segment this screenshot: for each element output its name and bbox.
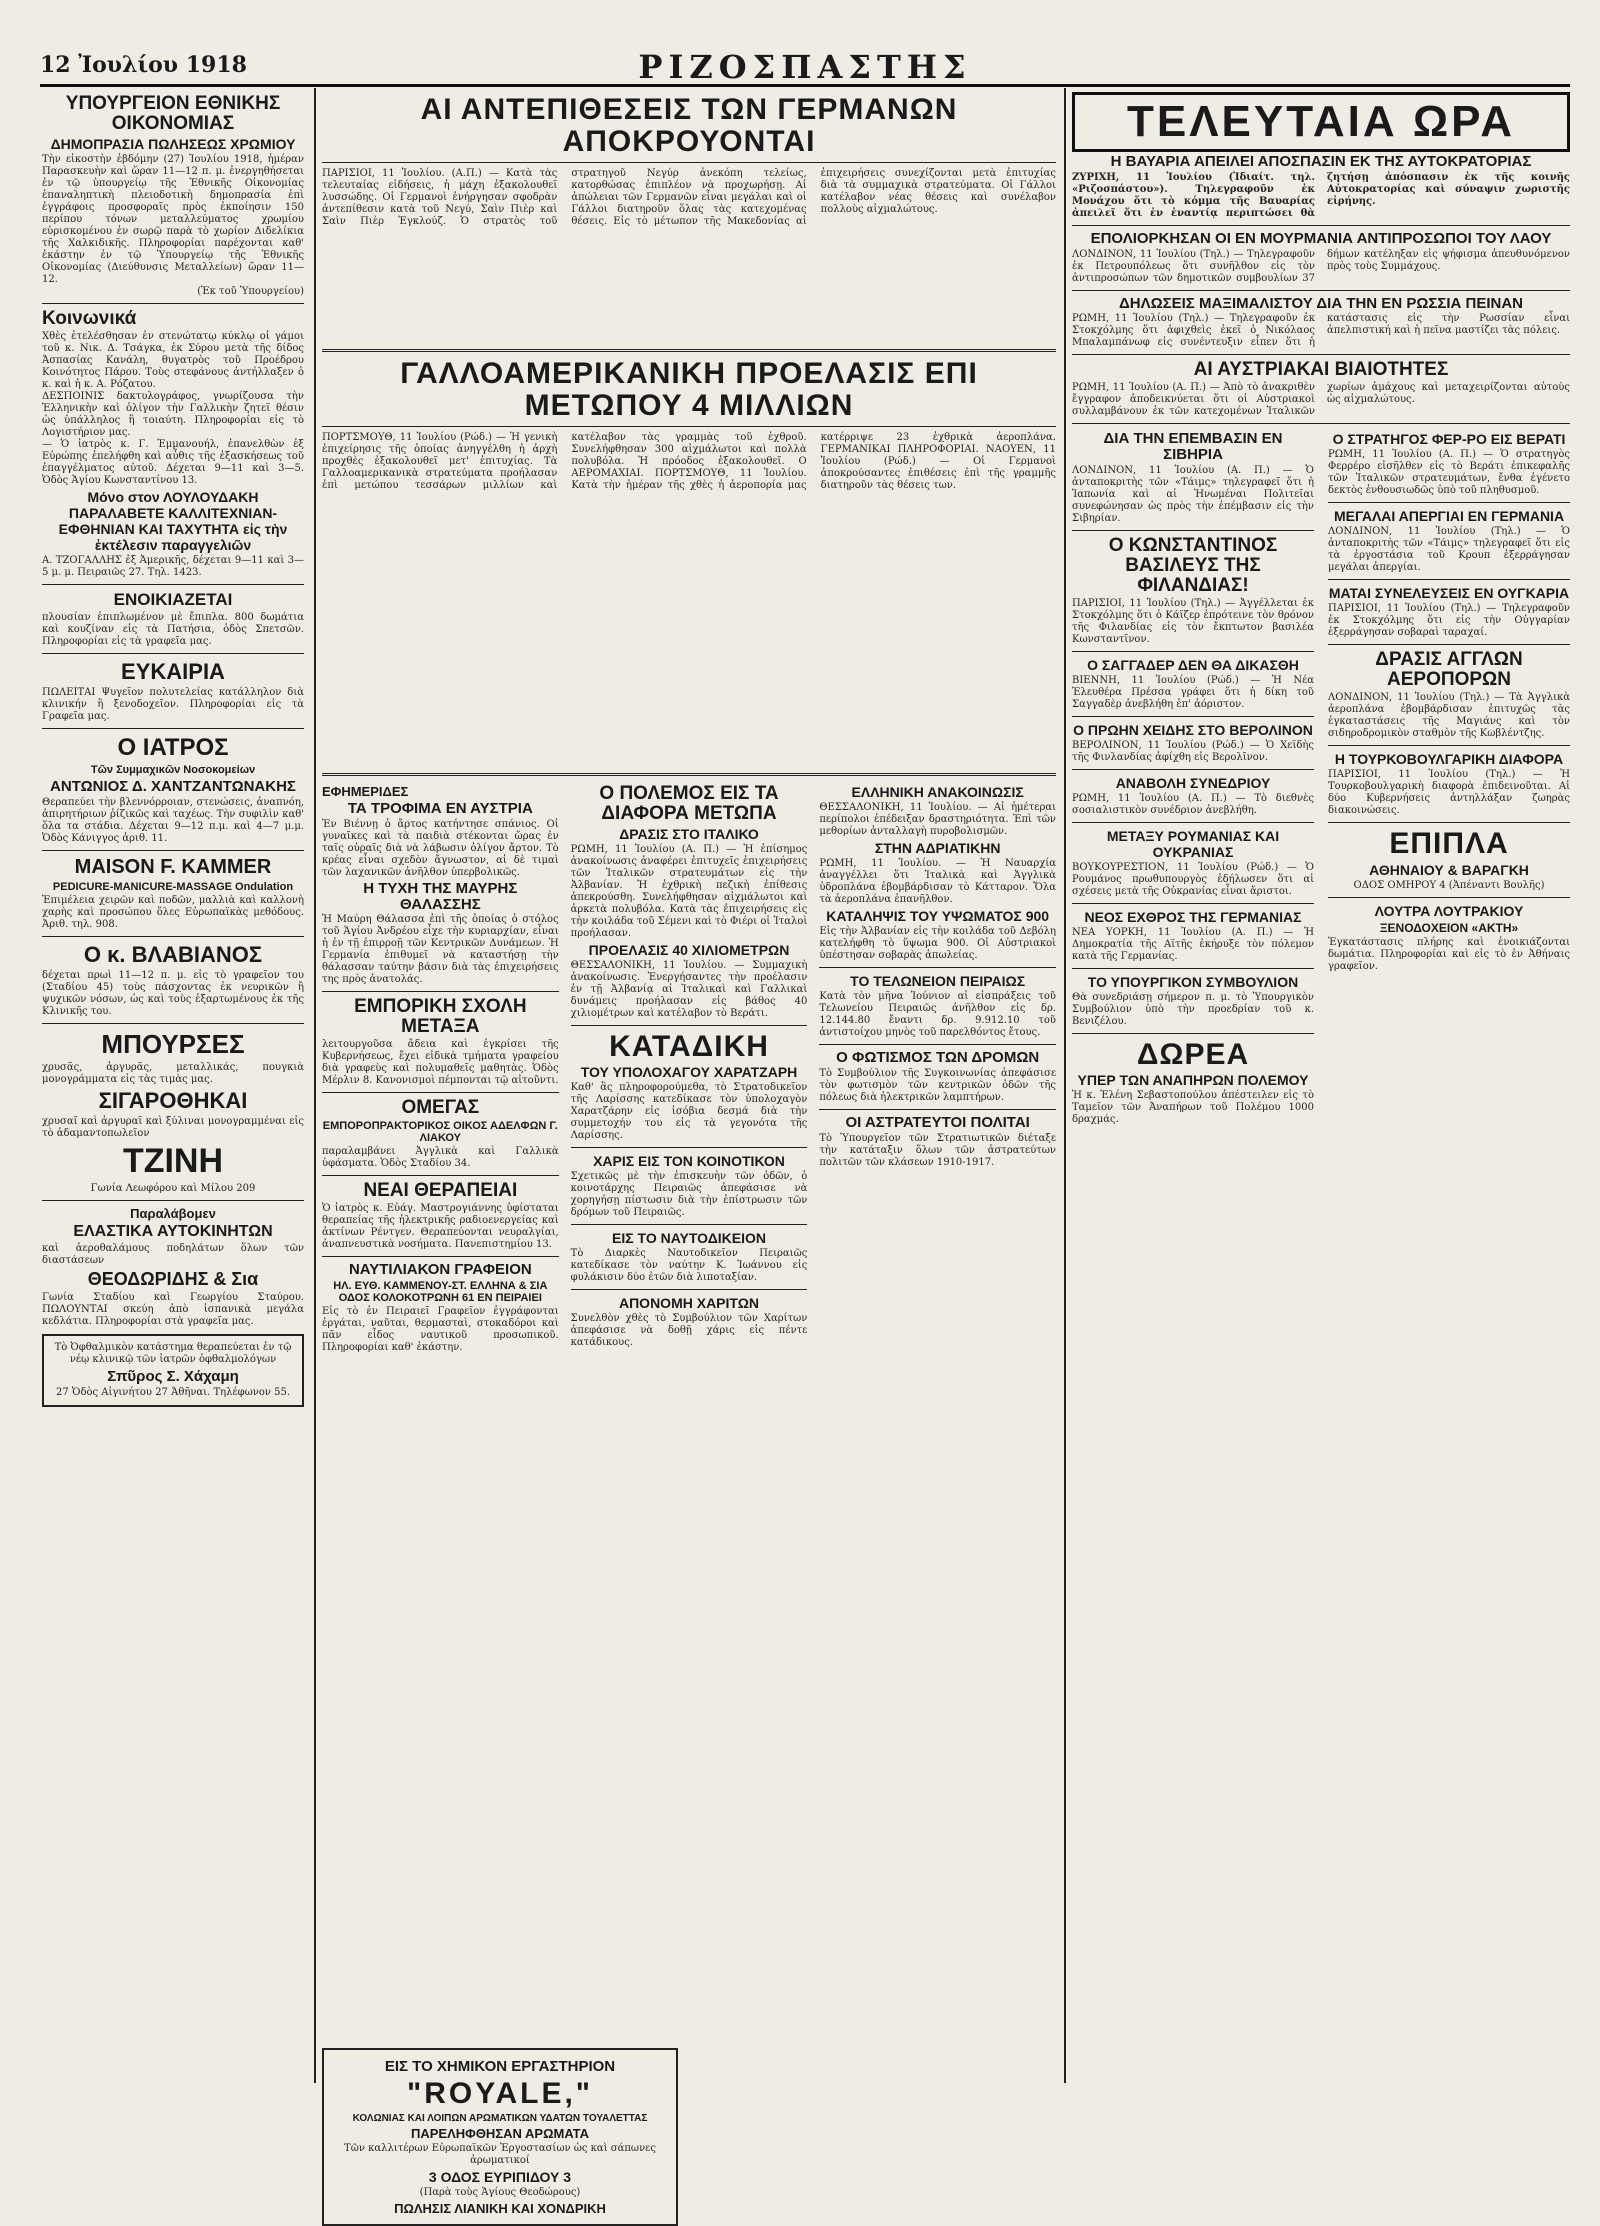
right-left-subcolumn bbox=[1072, 429, 1314, 1126]
thanks-text: Συνελθὸν χθὲς τὸ Συμβούλιον τῶν Χαρίτων ἀπεφάσισε νὰ δοθῇ χάρις εἰς πέντε κατάδικους. bbox=[570, 1313, 808, 1349]
baths-sub: ΞΕΝΟΔΟΧΕΙΟΝ «ΑΚΤΗ» bbox=[1379, 920, 1519, 935]
famine-heading: ΔΗΛΩΣΕΙΣ ΜΑΞΙΜΑΛΙΣΤΟΥ ΔΙΑ ΤΗΝ ΕΝ ΡΩΣΣΙΑ ΠΕΙΝΑΝ bbox=[1118, 294, 1524, 312]
donation-text: Ἡ κ. Ἑλένη Σεβαστοπούλου ἀπέστειλεν εἰς τὸ Ταμεῖον τῶν Ἀναπήρων τοῦ Πολέμου 1000 δραχμάς. bbox=[1072, 1090, 1314, 1126]
sea-text: ΡΩΜΗ, 11 Ἰουλίου. — Ἡ Ναυαρχία ἀναγγέλλει ὅτι Ἰταλικὰ καὶ Ἀγγλικὰ ὑδροπλάνα ἐβομβάρδισαν τὸ Κάτταρον. Ὅλα τὰ ἀεροπλάνα ἐπανῆλθον. bbox=[819, 858, 1057, 905]
optical-box bbox=[42, 1334, 304, 1407]
siberia-text: ΛΟΝΔΙΝΟΝ, 11 Ἰουλίου (Α. Π.) — Ὁ ἀνταποκριτὴς τῶν «Τάιμς» τηλεγραφεῖ ὅτι ἡ Ἰαπωνία καὶ αἱ Ἡνωμέναι Πολιτεῖαι συνεφώνησαν ὡς πρὸς τὴν ἐπέμβασιν εἰς τὴν Σιβηρίαν. bbox=[1072, 464, 1314, 524]
article-franco-american-advance: ΠΟΡΤΣΜΟΥΘ, 11 Ἰουλίου (Ρώδ.) — Ἡ γενικὴ ἐπιχείρησις τῆς ὁποίας ἀνηγγέλθη ἡ ἀρχὴ προχθὲς ἐξακολουθεῖ μετ' ἐπιτυχίας. Τὰ Γαλλοαμερικανικὰ στρατεύματα προήλασαν ἐπὶ μετώπου τεσσάρων μιλλίων καὶ κατέλαβον τὰς γραμμὰς τοῦ ἐχθροῦ. Συνελήφθησαν 300 αἰχμάλωτοι καὶ πολλὰ πολυβόλα. Ἡ πρόοδος ἐξακολουθεῖ. Ο ΑΕΡΟΜΑΧΙΑΙ. ΠΟΡΤΣΜΟΥΘ, 11 Ἰουλίου. Κατὰ τὴν ἡμέραν τῆς χθὲς ἡ ἀεροπορία μας κατέρριψε 23 ἐχθρικὰ ἀεροπλάνα. ΓΕΡΜΑΝΙΚΑΙ ΠΛΗΡΟΦΟΡΙΑΙ. ΝΑΟΥΕΝ, 11 Ἰουλίου (Ρώδ.) — Οἱ Γερμανοὶ ἀποκρούσαντες ἐπιθέσεις ἐπὶ τῆς γραμμῆς διατηροῦν τὰς θέσεις των. bbox=[322, 432, 1056, 491]
greek-sub: ΕΛΛΗΝΙΚΗ ΑΝΑΚΟΙΝΩΣΙΣ bbox=[851, 784, 1024, 800]
air-text: ΛΟΝΔΙΝΟΝ, 11 Ἰουλίου (Τηλ.) — Τὰ Ἀγγλικὰ ἀεροπλάνα ἐβομβάρδισαν ἐπιτυχῶς τὰς ἐγκαταστάσεις τῆς Μαγιάνς καὶ τὸν σιδηροδρομικὸν σταθμὸν τῆς Κωβλέντζης. bbox=[1328, 692, 1570, 740]
constantine-text: ΠΑΡΙΣΙΟΙ, 11 Ἰουλίου (Τηλ.) — Ἀγγέλλεται ἐκ Στοκχόλμης ὅτι ὁ Κάϊζερ ἐπρότεινε τὸν θρόνον τῆς Φιλανδίας εἰς τὸν ἔκπτωτον βασιλέα Κωνσταντῖνον. bbox=[1072, 597, 1314, 645]
newenemy-text: ΝΕΑ ΥΟΡΚΗ, 11 Ἰουλίου (Α. Π.) — Ἡ Δημοκρατία τῆς Αϊτῆς ἐκήρυξε τὸν πόλεμον κατὰ τῆς Γερμανίας. bbox=[1072, 926, 1314, 962]
murmansk-heading: ΕΠΟΛΙΟΡΚΗΣΑΝ ΟΙ ΕΝ ΜΟΥΡΜΑΝΙΑ ΑΝΤΙΠΡΟΣΩΠΟΙ ΤΟΥ ΛΑΟΥ bbox=[1090, 229, 1552, 247]
turkbul-text: ΠΑΡΙΣΙΟΙ, 11 Ἰουλίου (Τηλ.) — Ἡ Τουρκοβουλγαρικὴ διαφορὰ ἐπιδεινοῦται. Αἱ δύο Κυβερνήσεις ἀντηλλάξαν ζωηρὰς διακοινώσεις. bbox=[1328, 769, 1570, 817]
omegas-sub: ΕΜΠΟΡΟΠΡΑΚΤΟΡΙΚΟΣ ΟΙΚΟΣ ΑΔΕΛΦΩΝ Γ. ΛΙΑΚΟΥ bbox=[322, 1120, 558, 1145]
chem-line: ΠΑΡΕΛΗΦΘΗΣΑΝ ΑΡΩΜΑΤΑ bbox=[410, 2126, 590, 2141]
last-hour-banner bbox=[1072, 92, 1570, 152]
cigar-text: χρυσαῖ καὶ ἀργυραῖ καὶ ξύλιναι μονογραμμέναι εἰς τὸ ἀδαμαντοπωλεῖον bbox=[42, 1115, 304, 1139]
theo-heading: ΘΕΟΔΩΡΙΔΗΣ & Σια bbox=[87, 1268, 259, 1289]
baths-text: Ἐγκατάστασις πλήρης καὶ ἐνοικιάζονται δωμάτια. Πληροφορίαι καὶ εἰς τὸ ἐν Ἀθήναις γραφεῖον. bbox=[1328, 936, 1570, 972]
chem-sale: ΠΩΛΗΣΙΣ ΛΙΑΝΙΚΗ ΚΑΙ ΧΟΝΔΡΙΚΗ bbox=[394, 2201, 606, 2216]
tzini-text: Γωνία Λεωφόρου καὶ Μίλου 209 bbox=[90, 1182, 256, 1194]
ephemerides-label: ΕΦΗΜΕΡΙΔΕΣ bbox=[322, 784, 409, 799]
right-two-columns bbox=[1072, 429, 1570, 1126]
bourses-text: χρυσᾶς, ἀργυρᾶς, μεταλλικάς, πουγκιὰ μονογράμματα εἰς τὰς τιμὰς μας. bbox=[42, 1061, 304, 1085]
right-section bbox=[1072, 92, 1570, 2082]
school-text: λειτουργοῦσα ἄδεια καὶ ἐγκρίσει τῆς Κυβερνήσεως, ἔχει εἰδικὰ τμήματα γραφείου διὰ γραφεὺς καὶ πολυμαθεῖς μαθητὰς. Ὁδὸς Μέρλιν 8. Κανονισμοὶ πέμπονται τῷ αἰτοῦντι. bbox=[322, 1039, 559, 1087]
social-text: Χθὲς ἐτελέσθησαν ἐν στενώτατῳ κύκλῳ οἱ γάμοι τοῦ κ. Νικ. Δ. Τσάγκα, ἐκ Σύρου μετὰ τῆς δίδος Ἀσπασίας Κανάλη, θυγατρὸς τοῦ Προέδρου Κοινότητος Πάρου. Τοὺς στεφάνους ἀντήλλαξεν ὁ κ. καὶ ἡ κ. Α. Ρόζατου. bbox=[42, 330, 304, 390]
doctor-text: Θεραπεύει τὴν βλεννόρροιαν, στενώσεις, ἀναπνόη, ἀπιρητήριων ῥίζικῶς καὶ ταχέως. Τὴν συφιλὶν καθ' ὅλα τα στάδια. Δέχεται 9—12 π.μ. καὶ 4—7 μ.μ. Ὁδὸς Κάνιγγος ἀριθ. 11. bbox=[42, 796, 304, 844]
austria-heading: ΑΙ ΑΥΣΤΡΙΑΚΑΙ ΒΙΑΙΟΤΗΤΕΣ bbox=[1193, 359, 1449, 381]
siberia-heading: ΔΙΑ ΤΗΝ ΕΠΕΜΒΑΣΙΝ ΕΝ ΣΙΒΗΡΙΑ bbox=[1103, 430, 1283, 464]
last-hour-heading: ΤΕΛΕΥΤΑΙΑ ΩΡΑ bbox=[1126, 97, 1515, 146]
column-rule bbox=[314, 88, 316, 2083]
constantine-heading: Ο ΚΩΝΣΤΑΝΤΙΝΟΣ ΒΑΣΙΛΕΥΣ ΤΗΣ ΦΙΛΑΝΔΙΑΣ! bbox=[1108, 534, 1278, 596]
war-text-advance: ΘΕΣΣΑΛΟΝΙΚΗ, 11 Ἰουλίου. — Συμμαχικὴ ἀνακοίνωσις. Ἐνεργήσαντες τὴν προέλασιν ἐν τῇ Ἀλβανίᾳ αἱ Ἰταλικαὶ καὶ Γαλλικαὶ δυνάμεις προήλασαν εἰς βάθος 40 χιλιομέτρων καὶ κατέλαβον τὸ Βεράτι. bbox=[570, 959, 808, 1019]
berat-text: ΡΩΜΗ, 11 Ἰουλίου (Α. Π.) — Ὁ στρατηγὸς Φερρέρο εἰσῆλθεν εἰς τὸ Βεράτι ἐπικεφαλῆς τῶν Ἰταλικῶν στρατευμάτων, ἔνθα ἐγένετο δεκτὸς ἐνθουσιωδῶς ὑπὸ τοῦ πληθυσμοῦ. bbox=[1328, 449, 1570, 497]
bavaria-text: ΖΥΡΙΧΗ, 11 Ἰουλίου (Ἰδιαίτ. τηλ. «Ριζοσπάστου»). Τηλεγραφοῦν ἐκ Μονάχου ὅτι τὸ κόμμα τῆς Βαυαρίας ἀπειλεῖ ὅτι ἐν ἐναντίᾳ περιπτώσει θὰ ζητήσῃ ἀπόσπασιν ἐκ τῆς κοινῆς Αὐτοκρατορίας καὶ σύναψιν χωριστῆς εἰρήνης. bbox=[1072, 171, 1570, 219]
lights-text: Τὸ Συμβούλιον τῆς Συγκοινωνίας ἀπεφάσισε τὸν φωτισμὸν τῶν κεντρικῶν ὁδῶν τῆς πόλεως διὰ ἠλεκτρικῶν λαμπτήρων. bbox=[819, 1067, 1057, 1103]
cigar-heading: ΣΙΓΑΡΟΘΗΚΑΙ bbox=[98, 1087, 248, 1113]
opportunity-heading: ΕΥΚΑΙΡΙΑ bbox=[121, 658, 225, 684]
kammer-heading: MAISON F. KAMMER bbox=[74, 855, 272, 878]
doctor-sub: Τῶν Συμμαχικῶν Νοσοκομείων bbox=[90, 763, 256, 776]
doctor-name: ΑΝΤΩΝΙΟΣ Δ. ΧΑΝΤΖΑΝΤΩΝΑΚΗΣ bbox=[50, 777, 296, 795]
baths-heading: ΛΟΥΤΡΑ ΛΟΥΤΡΑΚΙΟΥ bbox=[1374, 902, 1524, 919]
council-text: Θὰ συνεδριάσῃ σήμερον π. μ. τὸ Ὑπουργικὸν Συμβούλιον ὑπὸ τὴν προεδρίαν τοῦ κ. Βενιζέλου. bbox=[1072, 991, 1314, 1027]
civilians-heading: ΟΙ ΑΣΤΡΑΤΕΥΤΟΙ ΠΟΛΙΤΑΙ bbox=[845, 1113, 1030, 1131]
war-sub-advance: ΠΡΟΕΛΑΣΙΣ 40 ΧΙΛΙΟΜΕΤΡΩΝ bbox=[588, 941, 790, 958]
tires-pre: Παραλάβομεν bbox=[130, 1205, 216, 1221]
postpone-text: ΡΩΜΗ, 11 Ἰουλίου (Α. Π.) — Τὸ διεθνὲς σοσιαλιστικὸν συνέδριον ἀνεβλήθη. bbox=[1072, 792, 1314, 816]
headline-franco-american-advance: ΓΑΛΛΟΑΜΕΡΙΚΑΝΙΚΗ ΠΡΟΕΛΑΣΙΣ ΕΠΙ ΜΕΤΩΠΟΥ 4 ΜΙΛΛΙΩΝ bbox=[400, 357, 978, 422]
catch-text: Εἰς τὴν Ἀλβανίαν εἰς τὴν κοιλάδα τοῦ Δεβόλη κατελήφθη τὸ ὕψωμα 900. Οἱ Αὐστριακοὶ ὑπέστησαν σοβαρὰς ἀπωλείας. bbox=[819, 926, 1057, 961]
bourses-heading: ΜΠΟΥΡΣΕΣ bbox=[101, 1028, 245, 1059]
rent-heading: ΕΝΟΙΚΙΑΖΕΤΑΙ bbox=[113, 589, 233, 609]
sea-fate-text: Ἡ Μαύρη Θάλασσα ἐπὶ τῆς ὁποίας ὁ στόλος τοῦ Ἁγίου Ἀνδρέου εἶχε τὴν κυριαρχίαν, εἶναι ἡ ἐν τῇ ἐπιρροῇ τῶν Κεντρικῶν Δυνάμεων. Ἡ Γερμανία ἐπιθυμεῖ νὰ καταστήσῃ τὴν θάλασσαν ταύτην βάσιν διὰ τὰς ἐπιχειρήσεις της πρὸς ἀνατολάς. bbox=[322, 914, 559, 986]
kata-text: Καθ' ἃς πληροφορούμεθα, τὸ Στρατοδικεῖον τῆς Λαρίσσης κατεδίκασε τὸν ὑπολοχαγὸν Χαρατζάρην εἰς ἰσόβια δεσμά διὰ τὴν συμμετοχήν του εἰς τὰ γεγονότα τῆς Λαρίσσης. bbox=[570, 1082, 808, 1142]
auction-heading: ΔΗΜΟΠΡΑΣΙΑ ΠΩΛΗΣΕΩΣ ΧΡΩΜΙΟΥ bbox=[50, 135, 296, 152]
tires-text: καὶ ἀεροθαλάμους ποδηλάτων ὅλων τῶν διαστάσεων bbox=[42, 1242, 304, 1266]
center-right-subcolumn bbox=[819, 782, 1056, 2042]
chem-addr: 3 ΟΔΟΣ ΕΥΡΙΠΙΔΟΥ 3 bbox=[428, 2169, 572, 2185]
therapies-heading: ΝΕΑΙ ΘΕΡΑΠΕΙΑΙ bbox=[363, 1180, 518, 1202]
greek-text: ΘΕΣΣΑΛΟΝΙΚΗ, 11 Ἰουλίου. — Αἱ ἡμέτεραι περίπολοι ἐπέδειξαν δραστηριότητα. Ἐπὶ τῶν μεθορίων ἀνταλλαγὴ πυροβολισμῶν. bbox=[819, 802, 1057, 837]
food-text: Ἐν Βιέννῃ ὁ ἄρτος κατήντησε σπάνιος. Οἱ γυναῖκες καὶ τὰ παιδιὰ στέκονται ὥρας ἐν ταῖς οὐραῖς διὰ νὰ λάβωσιν ὀλίγον ἄρτον. Τὸ κρέας εἶναι σχεδὸν ἄγνωστον, αἱ δὲ τιμαὶ τῶν λαχανικῶν ἀνῆλθον ὑπερβολικῶς. bbox=[322, 818, 559, 878]
furniture-heading: ΕΠΙΠΛΑ bbox=[1389, 827, 1509, 861]
social-heading: Κοινωνικά bbox=[42, 307, 137, 329]
chemical-lab-ad bbox=[322, 2048, 678, 2226]
romania-text: ΒΟΥΚΟΥΡΕΣΤΙΟΝ, 11 Ἰουλίου (Ρώδ.) — Ὁ Ρουμάνος πρωθυπουργὸς ἐδήλωσεν ὅτι αἱ σχέσεις μετὰ τῆς Οὐκρανίας εἶναι ἄριστοι. bbox=[1072, 861, 1314, 897]
omegas-heading: ΟΜΕΓΑΣ bbox=[401, 1097, 480, 1119]
food-heading: ΤΑ ΤΡΟΦΙΜΑ ΕΝ ΑΥΣΤΡΙΑ bbox=[347, 800, 533, 817]
tzini-heading: ΤΖΙΝΗ bbox=[122, 1141, 224, 1180]
romania-heading: ΜΕΤΑΞΥ ΡΟΥΜΑΝΙΑΣ ΚΑΙ ΟΥΚΡΑΝΙΑΣ bbox=[1106, 827, 1280, 860]
thanks-heading: ΑΠΟΝΟΜΗ ΧΑΡΙΤΩΝ bbox=[618, 1295, 760, 1312]
catch-sub: ΚΑΤΑΛΗΨΙΣ ΤΟΥ ΥΨΩΜΑΤΟΣ 900 bbox=[826, 908, 1050, 924]
customs-heading: ΤΟ ΤΕΛΩΝΕΙΟΝ ΠΕΙΡΑΙΩΣ bbox=[850, 973, 1026, 989]
sea-sub: ΣΤΗΝ ΑΔΡΙΑΤΙΚΗΝ bbox=[874, 840, 1001, 856]
strikes-heading: ΜΕΓΑΛΑΙ ΑΠΕΡΓΙΑΙ ΕΝ ΓΕΡΜΑΝΙΑ bbox=[1333, 508, 1565, 525]
postpone-heading: ΑΝΑΒΟΛΗ ΣΥΝΕΔΡΙΟΥ bbox=[1115, 774, 1271, 791]
office-sub: ΗΛ. ΕΥΘ. ΚΑΜΜΕΝΟΥ-ΣΤ. ΕΛΛΗΝΑ & ΣΙΑ ΟΔΟΣ ΚΟΛΟΚΟΤΡΩΝΗ 61 ΕΝ ΠΕΙΡΑΙΕΙ bbox=[333, 1279, 548, 1304]
auction-sign: (Ἐκ τοῦ Ὑπουργείου) bbox=[197, 285, 304, 297]
left-column bbox=[42, 92, 304, 2082]
air-heading: ΔΡΑΣΙΣ ΑΓΓΛΩΝ ΑΕΡΟΠΟΡΩΝ bbox=[1375, 649, 1523, 691]
doctor-heading: Ο ΙΑΤΡΟΣ bbox=[117, 733, 229, 761]
kseibs-heading: Ο ΠΡΩΗΝ ΧΕΙΔΗΣ ΣΤΟ ΒΕΡΟΛΙΝΟΝ bbox=[1073, 721, 1313, 738]
social-text-2: ΔΕΣΠΟΙΝΙΣ δακτυλογράφος, γνωρίζουσα τὴν Ἑλληνικὴν καὶ ὀλίγον τὴν Γαλλικὴν ζητεῖ θέσιν ὡς ὑπάλληλος ἢ τοιαύτη. Πληροφορίαι εἰς τὸ Λογιστήριον μας. bbox=[42, 390, 304, 438]
murmansk-text: ΛΟΝΔΙΝΟΝ, 11 Ἰουλίου (Τηλ.) — Τηλεγραφοῦν ἐκ Πετρουπόλεως ὅτι συνῆλθον εἰς τὸν ἀντιπροσώπων τῶν δημοτικῶν συμβουλίων 37 δήμων κατέληξαν εἰς ψήφισμα ἀπευθυνόμενον πρὸς τοὺς Συμμάχους. bbox=[1072, 248, 1570, 284]
customs-text: Κατὰ τὸν μῆνα Ἰούνιον αἱ εἰσπράξεις τοῦ Τελωνείου Πειραιῶς ἀνῆλθον εἰς δρ. 12.144.80 ἔναντι δρ. 9.912.10 τοῦ ἀντιστοίχου μηνὸς τοῦ παρελθόντος ἔτους. bbox=[819, 991, 1057, 1038]
center-mid-subcolumn bbox=[571, 782, 808, 2042]
war-text-italy: ΡΩΜΗ, 11 Ἰουλίου (Α. Π.) — Ἡ ἐπίσημος ἀνακοίνωσις ἀναφέρει ἐπιτυχεῖς ἐπιχειρήσεις τῶν Ἰταλικῶν στρατευμάτων εἰς τὴν Ἀλβανίαν. Ἡ ἐχθρικὴ πεζικὴ ἐπίθεσις ἀπεκρούσθη. Συνελήφθησαν αἰχμάλωτοι καὶ ἀρκετὰ πολυβόλα. Κατὰ τὰς ἐπιχειρήσεις εἰς τὴν κοιλάδα τοῦ Σέμενι καὶ τὸ Φιέρι οἱ Ἰταλοὶ προήλασαν. bbox=[570, 843, 808, 939]
troubles-text: ΠΑΡΙΣΙΟΙ, 11 Ἰουλίου (Τηλ.) — Τηλεγραφοῦν ἐκ Στοκχόλμης ὅτι εἰς τὴν Οὐγγαρίαν ἐξερράγησαν σοβαραὶ ταραχαί. bbox=[1328, 603, 1570, 639]
auction-text: Τὴν εἰκοστὴν ἑβδόμην (27) Ἰουλίου 1918, ἡμέραν Παρασκευὴν καὶ ὥραν 11—12 π. μ. ἐνεργηθήσεται ἐν τῷ ὑπουργείῳ τῆς Ἐθνικῆς Οἰκονομίας ἐπαναληπτικὴ πλειοδοτικὴ δημοπρασία ἐπὶ ἐγγράφοις προσφοραῖς πρὸς ἐκποίησιν 150 περίπου τόνων μεταλλεύματος χρωμίου εὑρισκομένου ἐν σωρῷ παρὰ τὸ χωρίον Διδελίκια τῆς Χαλκιδικῆς. Πληροφορίαι παρέχονται καθ' ἑκάστην ἐν τῷ Ὑπουργείῳ τῆς Ἐθνικῆς Οἰκονομίας (Διεύθυνσις Μεταλλείων) ὥραν 11—12. bbox=[42, 153, 304, 285]
kseibs-text: ΒΕΡΟΛΙΝΟΝ, 11 Ἰουλίου (Ρώδ.) — Ὁ Χεϊδὴς τῆς Φινλανδίας ἀφίχθη εἰς Βερολῖνον. bbox=[1072, 739, 1314, 763]
donation-sub: ΥΠΕΡ ΤΩΝ ΑΝΑΠΗΡΩΝ ΠΟΛΕΜΟΥ bbox=[1077, 1072, 1309, 1089]
tailor-ad: Α. ΤΖΟΓΑΛΛΗΣ ἐξ Ἀμερικῆς, δέχεται 9—11 καὶ 3—5 μ. μ. Πειραιῶς 27. Τηλ. 1423. bbox=[42, 554, 304, 578]
troubles-heading: ΜΑΤΑΙ ΣΥΝΕΛΕΥΣΕΙΣ ΕΝ ΟΥΓΚΑΡΙΑ bbox=[1328, 585, 1570, 602]
war-heading: Ο ΠΟΛΕΜΟΣ ΕΙΣ ΤΑ ΔΙΑΦΟΡΑ ΜΕΤΩΠΑ bbox=[599, 783, 779, 824]
kammer-sub: PEDICURE-MANICURE-MASSAGE Ondulation bbox=[52, 880, 294, 893]
chem-brand: "ROYALE," bbox=[406, 2077, 594, 2110]
koinotita-text: Σχετικῶς μὲ τὴν ἐπισκευὴν τῶν ὁδῶν, ὁ κοινοτάρχης Πειραιῶς ἀπεφάσισε νὰ χορηγήσῃ πίστωσιν διὰ τὴν ἐπίστρωσιν τῶν δρόμων τοῦ Πειραιῶς. bbox=[570, 1171, 808, 1219]
famine-text: ΡΩΜΗ, 11 Ἰουλίου (Τηλ.) — Τηλεγραφοῦν ἐκ Στοκχόλμης ὅτι ἀφιχθεὶς ἐκεῖ ὁ Νικόλαος Μπαλαμπάνωφ εἰς συνέντευξιν εἶπεν ὅτι ἡ κατάστασις εἰς τὴν Ρωσσίαν εἶναι ἀπελπιστική καὶ ἡ πεῖνα μαστίζει τὰς πόλεις. bbox=[1072, 313, 1570, 349]
article-german-counterattacks: ΠΑΡΙΣΙΟΙ, 11 Ἰουλίου. (Α.Π.) — Κατὰ τὰς τελευταίας εἰδήσεις, ἡ μάχη ἐξακολουθεῖ λυσσώδης. Οἱ Γερμανοὶ ἐνήργησαν σφοδρὰν ἀντεπίθεσιν κατὰ τοῦ Νεγύ, Σαὶν Πιὲρ καὶ Σαὶν Πιὲρ Ἐγκλούζ. Ὁ στρατὸς τοῦ στρατηγοῦ Νεγύρ ἀνεκόπη τελείως, κατορθώσας ἐπιπλέον νὰ προχωρήσῃ. Αἱ ἀπώλειαι τῶν Γερμανῶν εἶναι μεγάλαι καὶ οἱ Γάλλοι διατηροῦν ὅλας τὰς κατεχομένας θέσεις. Εἰς τὸ μέτωπον τῆς Μακεδονίας αἱ ἐπιχειρήσεις συνεχίζονται μετὰ ἐπιτυχίας διὰ τὰ συμμαχικὰ στρατεύματα. Οἱ Γάλλοι κατέλαβον νέας θέσεις καὶ συνέλαβον πολλοὺς αἰχμαλώτους. bbox=[322, 168, 1056, 227]
turkbul-heading: Η ΤΟΥΡΚΟΒΟΥΛΓΑΡΙΚΗ ΔΙΑΦΟΡΑ bbox=[1334, 751, 1564, 768]
lights-heading: Ο ΦΩΤΙΣΜΟΣ ΤΩΝ ΔΡΟΜΩΝ bbox=[836, 1049, 1040, 1066]
theo-text: Γωνία Σταδίου καὶ Γεωργίου Σταύρου. ΠΩΛΟΥΝΤΑΙ σκεύη ἀπὸ ἰσπανικὰ μεγάλα κεδλάτια. Πληροφορίαι στὰ γραφεῖα μας. bbox=[42, 1291, 304, 1327]
office-heading: ΝΑΥΤΙΛΙΑΚΟΝ ΓΡΑΦΕΙΟΝ bbox=[348, 1261, 532, 1278]
nautical-heading: ΕΙΣ ΤΟ ΝΑΥΤΟΔΙΚΕΙΟΝ bbox=[612, 1230, 766, 1247]
kata-sub: ΤΟΥ ΥΠΟΛΟΧΑΓΟΥ ΧΑΡΑΤΖΑΡΗ bbox=[580, 1064, 798, 1081]
issue-date: 12 Ἰουλίου 1918 bbox=[40, 52, 247, 78]
trial-heading: Ο ΣΑΓΓΑΔΕΡ ΔΕΝ ΘΑ ΔΙΚΑΣΘΗ bbox=[1087, 656, 1299, 673]
center-left-subcolumn bbox=[322, 782, 559, 2042]
sea-fate-heading: Η ΤΥΧΗ ΤΗΣ ΜΑΥΡΗΣ ΘΑΛΑΣΣΗΣ bbox=[363, 879, 518, 913]
right-right-subcolumn bbox=[1328, 429, 1570, 1126]
chem-text: Τῶν καλλιτέρων Εὐρωπαϊκῶν Ἐργοστασίων ὡς καὶ σάπωνες ἀρωματικοί bbox=[344, 2143, 656, 2166]
kata-heading: ΚΑΤΑΔΙΚΗ bbox=[609, 1029, 769, 1063]
civilians-text: Τὸ Ὑπουργεῖον τῶν Στρατιωτικῶν διέταξε τὴν κατάταξιν ὅλων τῶν ἀστρατεύτων πολιτῶν τῶν κλάσεων 1910-1917. bbox=[819, 1132, 1057, 1168]
strikes-text: ΛΟΝΔΙΝΟΝ, 11 Ἰουλίου (Τηλ.) — Ὁ ἀνταποκριτὴς τῶν «Τάιμς» τηλεγραφεῖ ὅτι εἰς τὰ ἐργοστάσια τοῦ Κρουπ ἐξερράγησαν μεγάλαι ἀπεργίαι. bbox=[1328, 526, 1570, 574]
austria-text: ΡΩΜΗ, 11 Ἰουλίου (Α. Π.) — Ἀπὸ τὸ ἀνακριθὲν ἔγγραφον ἀποδεικνύεται ὅτι οἱ Αὐστριακοὶ συλλαμβάνουν ἐκ τῶν κατεχομένων Ἰταλικῶν χωρίων ἀμάχους καὶ μεταχειρίζονται αὐτοὺς ὡς αἰχμαλώτους. bbox=[1072, 382, 1570, 418]
council-heading: ΤΟ ΥΠΟΥΡΓΙΚΟΝ ΣΥΜΒΟΥΛΙΟΝ bbox=[1087, 973, 1299, 990]
omegas-text: παραλαμβάνει Ἀγγλικὰ καὶ Γαλλικὰ ὑφάσματα. Ὁδὸς Σταδίου 34. bbox=[322, 1146, 559, 1170]
chem-heading: ΕΙΣ ΤΟ ΧΗΜΙΚΟΝ ΕΡΓΑΣΤΗΡΙΟΝ bbox=[384, 2058, 616, 2075]
kammer-text: Ἐπιμέλεια χειρῶν καὶ ποδῶν, μαλλιὰ καὶ καλλονὴ χαρὴς καὶ προσώπου ὅλες Εὐρωπαϊκὰς μεθόδους. Ἀριθ. τηλ. 908. bbox=[42, 894, 304, 930]
school-heading: ΕΜΠΟΡΙΚΗ ΣΧΟΛΗ ΜΕΤΑΞΑ bbox=[354, 996, 527, 1038]
furniture-text: ΟΔΟΣ ΟΜΗΡΟΥ 4 (Ἀπέναντι Βουλῆς) bbox=[1353, 879, 1545, 891]
vlavianos-heading: Ο κ. ΒΛΑΒΙΑΝΟΣ bbox=[83, 941, 263, 967]
column-rule bbox=[1064, 88, 1066, 2083]
box-text: Τὸ Ὀφθαλμικὸν κατάστημα θεραπεύεται ἐν τῷ νέῳ κλινικῷ τῶν ἰατρῶν ὀφθαλμολόγων bbox=[54, 1341, 292, 1365]
koinotita-heading: ΧΑΡΙΣ ΕΙΣ ΤΟΝ ΚΟΙΝΟΤΙΚΟΝ bbox=[593, 1153, 785, 1170]
vlavianos-text: δέχεται πρωὶ 11—12 π. μ. εἰς τὸ γραφεῖον του (Σταδίου 45) τοὺς πάσχοντας ἐκ νευρικῶν ἢ ψυχικῶν νόσων, ὡς καὶ τοὺς ἐξαρτωμένους ἐκ τῆς Κλινικῆς του. bbox=[42, 969, 304, 1017]
doctor-note: — Ὁ ἰατρὸς κ. Γ. Ἐμμανουήλ, ἐπανελθὼν ἐξ Εὐρώπης ἐπελήφθη καὶ αὖθις τῆς ἐξασκήσεως τοῦ ἐπαγγέλματος αὐτοῦ. Δέχεται 9—11 καὶ 3—5. Ὁδὸς Ἁγίου Κωνσταντίνου 13. bbox=[42, 438, 304, 486]
trial-text: ΒΙΕΝΝΗ, 11 Ἰουλίου (Ρώδ.) — Ἡ Νέα Ἐλευθέρα Πρέσσα γράφει ὅτι ἡ δίκη τοῦ Σαγγαδὲρ ἀνεβλήθη ἐπ' ἀόριστον. bbox=[1072, 674, 1314, 710]
newenemy-heading: ΝΕΟΣ ΕΧΘΡΟΣ ΤΗΣ ΓΕΡΜΑΝΙΑΣ bbox=[1084, 908, 1302, 925]
box-addr: 27 Ὁδὸς Αἰγινήτου 27 Ἀθῆναι. Τηλέφωνον 55. bbox=[55, 1386, 291, 1398]
box-name: Σπῦρος Σ. Χάχαμη bbox=[107, 1367, 239, 1385]
headline-german-counterattacks: ΑΙ ΑΝΤΕΠΙΘΕΣΕΙΣ ΤΩΝ ΓΕΡΜΑΝΩΝ ΑΠΟΚΡΟΥΟΝΤΑΙ bbox=[420, 93, 958, 158]
center-section bbox=[322, 92, 1057, 2216]
rent-text: πλουσίαν ἐπιπλωμένον μὲ ἔπιπλα. 800 δωμάτια καὶ κουζίναν εἰς τὰ Πατήσια, ὁδὸς Σπετσῶν. Πληροφορίαι εἰς τὰ γραφεῖα μας. bbox=[42, 611, 304, 647]
office-text: Εἰς τὸ ἐν Πειραιεῖ Γραφεῖον ἐγγράφονται ἐργάται, ναῦται, θερμασταὶ, στοκαδόροι καὶ πᾶν εἶδος ναυτικοῦ προσωπικοῦ. Πληροφορίαι καθ' ἑκάστην. bbox=[322, 1305, 559, 1353]
chem-addr-2: (Παρὰ τοὺς Ἁγίους Θεοδώρους) bbox=[419, 2187, 581, 2198]
therapies-text: Ὁ ἰατρὸς κ. Εὐάγ. Μαστρογιάννης ὑφίσταται θεραπείας τῆς ἠλεκτρικῆς ραδιοενεργείας καὶ ἀκτίνων Ρέντγεν. Θεραπεύονται νευραλγίαι, ἀναπνευστικὰ νοσήματα. Πανεπιστημίου 13. bbox=[322, 1203, 559, 1250]
donation-heading: ΔΩΡΕΑ bbox=[1136, 1037, 1250, 1071]
tires-heading: ΕΛΑΣΤΙΚΑ ΑΥΤΟΚΙΝΗΤΩΝ bbox=[73, 1222, 273, 1240]
furniture-sub: ΑΘΗΝΑΙΟΥ & ΒΑΡΑΓΚΗ bbox=[1369, 861, 1529, 878]
war-sub-italy: ΔΡΑΣΙΣ ΣΤΟ ΙΤΑΛΙΚΟ bbox=[619, 825, 759, 842]
opportunity-text: ΠΩΛΕΙΤΑΙ Ψυγεῖον πολυτελείας κατάλληλον διὰ κλινικήν ἢ ξενοδοχεῖον. Πληροφορίαι εἰς τὰ Γραφεῖα μας. bbox=[42, 686, 304, 722]
masthead bbox=[40, 48, 1570, 87]
chem-sub: ΚΟΛΩΝΙΑΣ ΚΑΙ ΛΟΙΠΩΝ ΑΡΩΜΑΤΙΚΩΝ ΥΔΑΤΩΝ ΤΟΥΑΛΕΤΤΑΣ bbox=[352, 2113, 648, 2124]
berat-heading: Ο ΣΤΡΑΤΗΓΟΣ ΦΕΡ-ΡΟ ΕΙΣ ΒΕΡΑΤΙ bbox=[1332, 431, 1566, 448]
nautical-text: Τὸ Διαρκὲς Ναυτοδικεῖον Πειραιῶς κατεδίκασε τὸν ναύτην Κ. Ἰωάννου εἰς φυλάκισιν δύο ἐτῶν διὰ λιποταξίαν. bbox=[570, 1248, 808, 1284]
newspaper-title: ΡΙΖΟΣΠΑΣΤΗΣ bbox=[638, 48, 972, 86]
bavaria-heading: Η ΒΑΥΑΡΙΑ ΑΠΕΙΛΕΙ ΑΠΟΣΠΑΣΙΝ ΕΚ ΤΗΣ ΑΥΤΟΚΡΑΤΟΡΙΑΣ bbox=[1110, 153, 1532, 171]
clothes-ad: Μόνο στον ΛΟΥΛΟΥΔΑΚΗ ΠΑΡΑΛΑΒΕΤΕ ΚΑΛΛΙΤΕΧΝΙΑΝ-ΕΦΘΗΝΙΑΝ ΚΑΙ ΤΑΧΥΤΗΤΑ εἰς τὴν ἐκτέλεσιν παραγγελιῶν bbox=[58, 488, 288, 553]
ministry-heading: ΥΠΟΥΡΓΕΙΟΝ ΕΘΝΙΚΗΣ ΟΙΚΟΝΟΜΙΑΣ bbox=[65, 93, 281, 134]
